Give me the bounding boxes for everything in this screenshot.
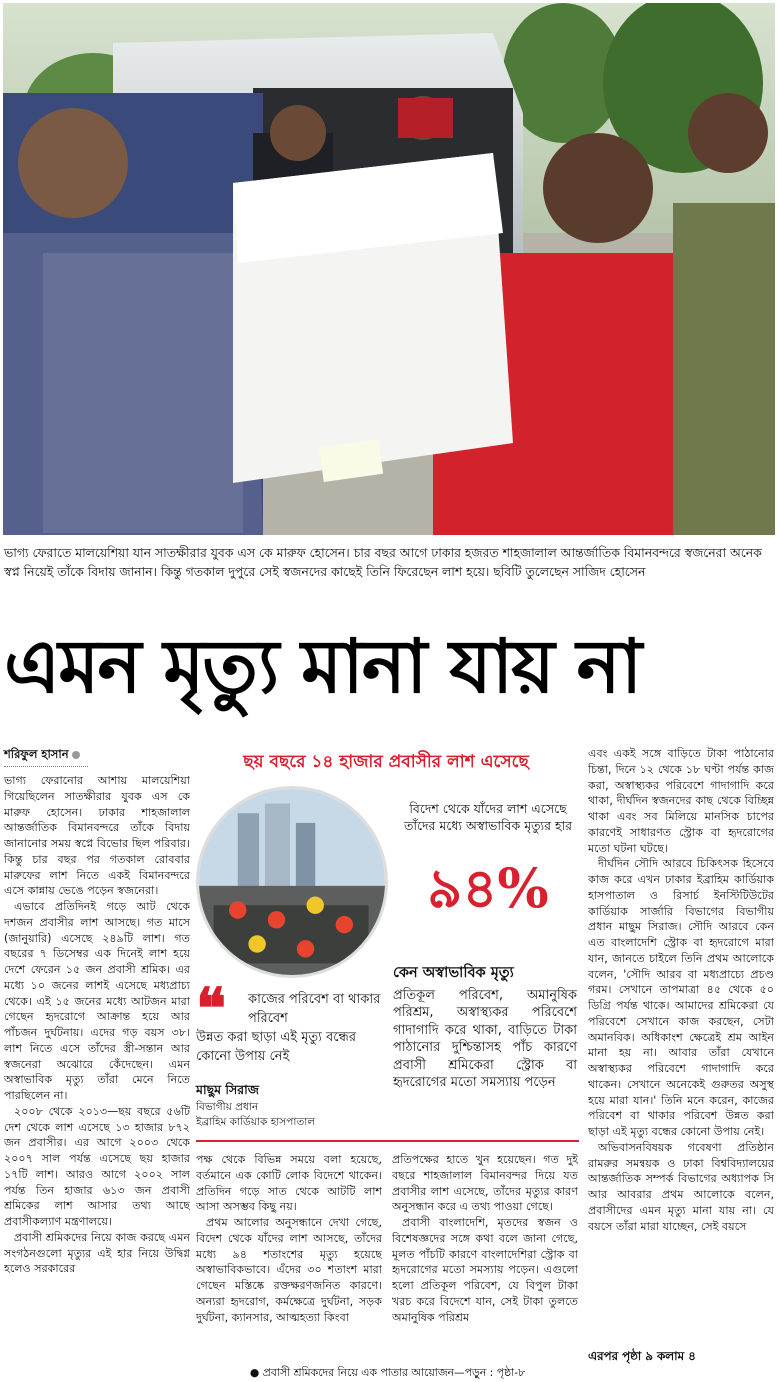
column-1 <box>4 773 190 1363</box>
paragraph: পক্ষ থেকে বিভিন্ন সময়ে বলা হয়েছে, বর্তমানে এক কোটি লোক বিদেশে থাকেন। প্রতিদিন গড়ে সাত থেকে আটটি লাশ আসা অসম্ভব কিছু নয়। <box>196 1153 382 1214</box>
footnote: ● প্রবাসী শ্রমিকদের নিয়ে এক পাতার আয়োজন—পড়ুন : পৃষ্ঠা-৮ <box>249 1366 526 1379</box>
paragraph: প্রবাসী বাংলাদেশি, মৃতদের স্বজন ও বিশেষজ্ঞদের সঙ্গে কথা বলে জানা গেছে, মূলত পাঁচটি কারণে বাংলাদেশিরা স্ট্রোক বা হৃদরোগের মতো সমস্যায় পড়েন। এগুলো হলো প্রতিকূল পরিবেশ, যে বিপুল টাকা খরচ করে বিদেশে যান, সেই টাকা তুলতে অমানুষিক পরিশ্রম <box>392 1216 578 1324</box>
continued-jump-link[interactable]: এরপর পৃষ্ঠা ৯ কলাম ৪ <box>588 1349 696 1363</box>
box-heading: ছয় বছরে ১৪ হাজার প্রবাসীর লাশ এসেছে <box>243 752 529 772</box>
stat-description: বিদেশ থেকে যাঁদের লাশ এসেছে তাঁদের মধ্যে অস্বাভাবিক মৃত্যুর হার <box>403 801 573 833</box>
paragraph: ২০০৮ থেকে ২০১৩—ছয় বছরে ৫৬টি দেশ থেকে লাশ এসেছে ১৩ হাজার ৮৭২ জন প্রবাসীর। এর আগে ২০০৩ থেকে ২০০৭ সাল পর্যন্ত এসেছে ছয় হাজার ১৭টি লাশ। আরও আগে ২০০২ সাল পর্যন্ত তিন হাজার ৬১৩ জন প্রবাসী শ্রমিকের লাশ আসার তথ্য আছে প্রবাসীকল্যাণ মন্ত্রণালয়ে। <box>4 1104 190 1228</box>
paragraph: প্রতিপক্ষের হাতে খুন হয়েছেন। গত দুই বছরে শাহজালাল বিমানবন্দর দিয়ে যত প্রবাসীর লাশ এসেছে, তাঁদের মৃত্যুর কারণ অনুসন্ধান করে এ তথ্য পাওয়া গেছে। <box>392 1153 578 1214</box>
paragraph: অভিবাসনবিষয়ক গবেষণা প্রতিষ্ঠান রামরুর সমন্বয়ক ও ঢাকা বিশ্ববিদ্যালয়ের আন্তর্জাতিক সম্পর্ক বিভাগের অধ্যাপক সি আর আবরার প্রথম আলোকে বলেন, প্রবাসীদের এমন মৃত্যু মানা যায় না। যে বয়সে তাঁরা মারা যাচ্ছেন, সেই বয়সে <box>588 1140 774 1233</box>
quote-role-line: ইব্রাহিম কার্ডিয়াক হাসপাতাল <box>196 1116 316 1128</box>
paragraph: দীর্ঘদিন সৌদি আরবে চিকিৎসক হিসেবে কাজ করে এখন ঢাকার ইব্রাহিম কার্ডিয়াক হাসপাতাল ও রিসার্চ ইনস্টিটিউটের কার্ডিয়াক সার্জারি বিভাগের বিভাগীয় প্রধান মাছুম সিরাজ। সৌদি আরবে কেন এত বাংলাদেশি স্ট্রোক বা হৃদরোগে মারা যান, জানতে চাইলে তিনি প্রথম আলোকে বলেন, 'সৌদি আরব বা মধ্যপ্রাচ্যে প্রচণ্ড গরম। সেখানে তাপমাত্রা ৪৫ থেকে ৫০ ডিগ্রি পর্যন্ত থাকে। আমাদের শ্রমিকেরা যে পরিবেশে সেখানে কাজ করছেন, সেটা অমানবিক। অধিকাংশ ক্ষেত্রেই শ্রম আইন মানা হয় না। আবার তাঁরা যেখানে অস্বাস্থ্যকর পরিবেশে গাদাগাদি করে থাকেন। সেখানে অনেকেই গুরুতর অসুস্থ হয়ে মারা যান।' তিনি মনে করেন, কাজের পরিবেশ বা থাকার পরিবেশ উন্নত করা ছাড়া এই মৃত্যু বন্ধের কোনো উপায় নেই। <box>588 857 774 1138</box>
quote-text: কাজের পরিবেশ বা থাকার পরিবেশ <box>248 992 381 1026</box>
quote-author: মাছুম সিরাজ <box>196 1082 259 1097</box>
headline: এমন মৃত্যু মানা যায় না <box>4 624 641 710</box>
main-photo <box>3 3 775 535</box>
photo-caption: ভাগ্য ফেরাতে মালয়েশিয়া যান সাতক্ষীরার যুবক এস কে মারুফ হোসেন। চার বছর আগে ঢাকার হজরত শাহজালাল আন্তর্জাতিক বিমানবন্দরে স্বজনেরা অনেক স্বপ্ন নিয়েই তাঁকে বিদায় জানান। কিন্তু গতকাল দুপুরে সেই স্বজনদের কাছেই তিনি ফিরেছেন লাশ হয়ে। ছবিটি তুলেছেন সাজিদ হোসেন <box>4 545 762 579</box>
byline-dot-icon <box>72 751 80 759</box>
circle-photo <box>196 786 388 978</box>
paragraph: এভাবে প্রতিদিনই গড়ে আট থেকে দশজন প্রবাসীর লাশ আসছে। গত মাসে (জানুয়ারি) এসেছে ২৪৯টি লাশ। গত বছরের ৭ ডিসেম্বর এক দিনেই লাশ হয়ে দেশে ফেরেন ১৫ জন প্রবাসী শ্রমিক। এর মধ্যে ১০ জনের লাশই এসেছে মধ্যপ্রাচ্য থেকে। এই ১৫ জনের মধ্যে আটজন মারা গেছেন হৃদরোগে আক্রান্ত হয়ে আর পাঁচজন দুর্ঘটনায়। এদের গড় বয়স ৩৮। লাশ নিতে এসে তাঁদের স্ত্রী-সন্তান আর স্বজনেরা অঝোরে কেঁদেছেন। এমন অস্বাভাবিক মৃত্যু তাঁরা মেনে নিতে পারছিলেন না। <box>4 900 190 1102</box>
byline <box>4 746 194 765</box>
why-heading: কেন অস্বাভাবিক মৃত্যু <box>393 965 514 981</box>
quote-author-role <box>196 1100 388 1130</box>
quote-text-continued: উন্নত করা ছাড়া এই মৃত্যু বন্ধের কোনো উপায় নেই <box>196 1030 356 1064</box>
paragraph: প্রথম আলোর অনুসন্ধানে দেখা গেছে, বিদেশ থেকে যাঁদের লাশ আসছে, তাঁদের মধ্যে ৯৪ শতাংশের মৃত্যু হয়েছে অস্বাভাবিকভাবে। এঁদের ৩০ শতাংশ মারা গেছেন মস্তিষ্কে রক্তক্ষরণজনিত কারণে। অন্যরা হৃদরোগ, কর্মক্ষেত্রে দুর্ঘটনা, সড়ক দুর্ঘটনা, ক্যানসার, আত্মহত্যা কিংবা <box>196 1216 382 1324</box>
quote-mark-icon: ❝ <box>196 976 227 1042</box>
column-2 <box>196 1152 382 1364</box>
red-divider <box>196 1140 579 1142</box>
quote-role-line: বিভাগীয় প্রধান <box>196 1101 259 1113</box>
why-text: প্রতিকূল পরিবেশ, অমানুষিক পরিশ্রম, অস্বাস্থ্যকর পরিবেশে গাদাগাদি করে থাকা, বাড়িতে টাকা পাঠানোর দুশ্চিন্তাসহ পাঁচ কারণে প্রবাসী শ্রমিকেরা স্ট্রোক বা হৃদরোগের মতো সমস্যায় পড়েন <box>393 988 577 1091</box>
byline-rule <box>4 766 88 767</box>
column-4 <box>588 746 774 1350</box>
paragraph: প্রবাসী শ্রমিকদের নিয়ে কাজ করছে এমন সংগঠনগুলো মৃত্যুর এই হার নিয়ে উদ্বিগ্ন হলেও সরকারের <box>4 1230 190 1276</box>
paragraph: এবং একই সঙ্গে বাড়িতে টাকা পাঠানোর চিন্তা, দিনে ১২ থেকে ১৮ ঘণ্টা পর্যন্ত কাজ করা, অস্বাস্থ্যকর পরিবেশে গাদাগাদি করে থাকা, দীর্ঘদিন স্বজনদের কাছ থেকে বিচ্ছিন্ন থাকা এবং সব মিলিয়ে মানসিক চাপের কারণেই সাধারণত স্ট্রোক বা হৃদরোগের মতো ঘটনা ঘটছে। <box>588 747 774 855</box>
paragraph: ভাগ্য ফেরানোর আশায় মালয়েশিয়া গিয়েছিলেন সাতক্ষীরার যুবক এস কে মারুফ হোসেন। ঢাকার শাহজালাল আন্তর্জাতিক বিমানবন্দরে তাঁকে বিদায় জানানোর সময় স্বপ্নে বিভোর ছিল পরিবার। কিন্তু চার বছর পর গতকাল রোববার মারুফের লাশ নিতে একই বিমানবন্দরে এসে কান্নায় ভেঙে পড়েন স্বজনেরা। <box>4 774 190 898</box>
column-3 <box>392 1152 578 1364</box>
stat-value: ৯৪% <box>427 856 549 920</box>
byline-name: শরিফুল হাসান <box>4 747 69 761</box>
